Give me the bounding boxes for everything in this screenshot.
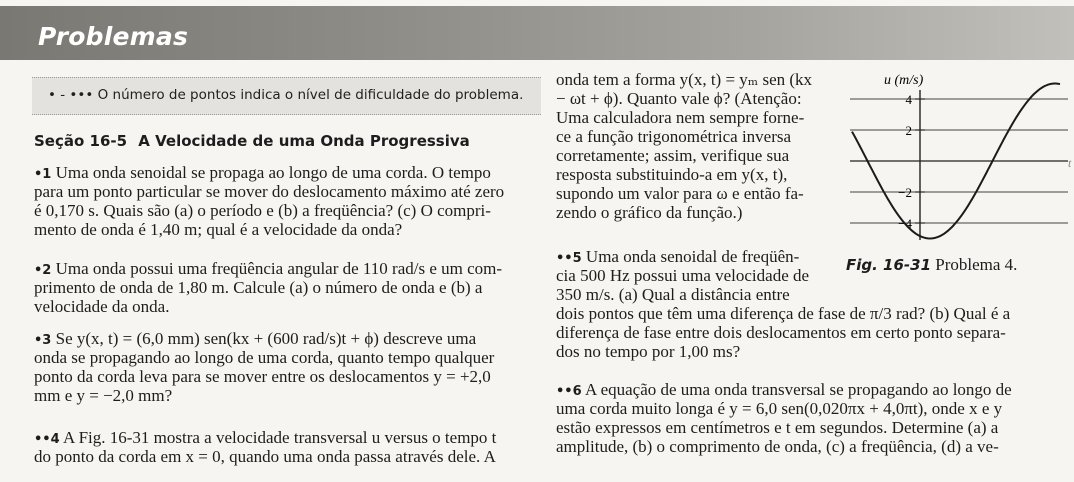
problem-6-line <box>556 380 1012 401</box>
problem-number: •2 <box>34 263 52 278</box>
text-line: corretamente; assim, verifique sua <box>556 146 790 165</box>
problem-4-line: do ponto da corda em x = 0, quando uma onda passa através dele. A <box>34 447 496 466</box>
problem-5-line: cia 500 Hz possui uma velocidade de <box>556 266 810 285</box>
text-line: resposta substituindo-a em y(x, t), <box>556 165 788 184</box>
tick-label: 2 <box>905 123 912 138</box>
tick-label: 4 <box>905 92 912 107</box>
problem-2-line: velocidade da onda. <box>34 297 170 316</box>
text-line: A Fig. 16-31 mostra a velocidade transversal u versus o tempo t <box>62 428 497 447</box>
problem-5-line: dos no tempo por 1,00 ms? <box>556 342 741 361</box>
tick-label: −2 <box>898 185 912 200</box>
text-line: A equação de uma onda transversal se propagando ao longo de <box>584 380 1012 399</box>
difficulty-note-box <box>32 77 541 115</box>
text-line: − ωt + ϕ). Quanto vale ϕ? (Atenção: <box>556 89 802 108</box>
problem-1-line: é 0,170 s. Quais são (a) o período e (b) a freqüência? (c) O compri- <box>34 201 491 220</box>
problem-2-line <box>34 259 502 280</box>
text-line: Uma onda senoidal de freqüên- <box>585 247 800 266</box>
problem-6-line: uma corda muito longa é y = 6,0 sen(0,020πx + 4,0πt), onde x e y <box>556 399 1003 418</box>
text-line: Uma onda possui uma freqüência angular de 110 rad/s e um com- <box>55 259 503 278</box>
problem-4-line <box>34 428 496 449</box>
section-title: A Velocidade de uma Onda Progressiva <box>138 132 470 150</box>
text-line: ce a função trigonométrica inversa <box>556 127 792 146</box>
problem-3-line <box>34 329 476 350</box>
problem-6-line: amplitude, (b) o comprimento de onda, (c) a freqüência, (d) a ve- <box>556 437 999 456</box>
figure-caption <box>846 255 1017 275</box>
section-number: Seção 16-5 <box>34 132 128 150</box>
text-line: zendo o gráfico da função.) <box>556 203 743 222</box>
difficulty-note: • - ••• O número de pontos indica o nível de dificuldade do problema. <box>48 87 524 103</box>
problem-2-line: primento de onda de 1,80 m. Calcule (a) o número de onda e (b) a <box>34 278 483 297</box>
y-axis-label: u (m/s) <box>884 73 924 88</box>
figure-caption-label: Fig. 16-31 <box>846 256 932 274</box>
x-axis-label: t <box>1068 156 1072 170</box>
problem-1-line <box>34 163 491 184</box>
text-line: onda tem a forma y(x, t) = yₘ sen (kx <box>556 70 813 89</box>
header-title: Problemas <box>38 22 189 51</box>
problem-1-line: mento de onda é 1,40 m; qual é a velocidade da onda? <box>34 220 403 239</box>
problem-6-line: estão expressos em centímetros e t em segundos. Determine (a) a <box>556 418 999 437</box>
problem-5-line: dois pontos que têm uma diferença de fase de π/3 rad? (b) Qual é a <box>556 304 1011 323</box>
text-line: Uma onda senoidal se propaga ao longo de uma corda. O tempo <box>55 163 491 182</box>
problem-5-line: 350 m/s. (a) Qual a distância entre <box>556 285 790 304</box>
problem-number: ••4 <box>34 432 60 447</box>
problem-3-line: mm e y = −2,0 mm? <box>34 386 173 405</box>
problem-number: ••6 <box>556 384 582 399</box>
text-line: Uma calculadora nem sempre forne- <box>556 108 805 127</box>
tick-label: −4 <box>898 216 912 231</box>
problem-5-line: diferença de fase entre dois deslocamentos em certo ponto separa- <box>556 323 1006 342</box>
problem-number: •1 <box>34 167 52 182</box>
problem-3-line: ponto da corda leva para se mover entre os deslocamentos y = +2,0 <box>34 367 491 386</box>
problem-number: ••5 <box>556 251 582 266</box>
problem-number: •3 <box>34 333 52 348</box>
figure-16-31 <box>842 70 1074 250</box>
problem-3-line: onda se propagando ao longo de uma corda, quanto tempo qualquer <box>34 348 495 367</box>
text-line: Se y(x, t) = (6,0 mm) sen(kx + (600 rad/s)t + ϕ) descreve uma <box>55 329 477 348</box>
problem-5-line <box>556 247 799 268</box>
section-heading <box>34 132 470 150</box>
text-line: supondo um valor para ω e então fa- <box>556 184 804 203</box>
figure-caption-text: Problema 4. <box>935 255 1018 274</box>
section-header-bar <box>0 6 1074 60</box>
problem-1-line: para um ponto particular se mover do deslocamento máximo até zero <box>34 182 505 201</box>
